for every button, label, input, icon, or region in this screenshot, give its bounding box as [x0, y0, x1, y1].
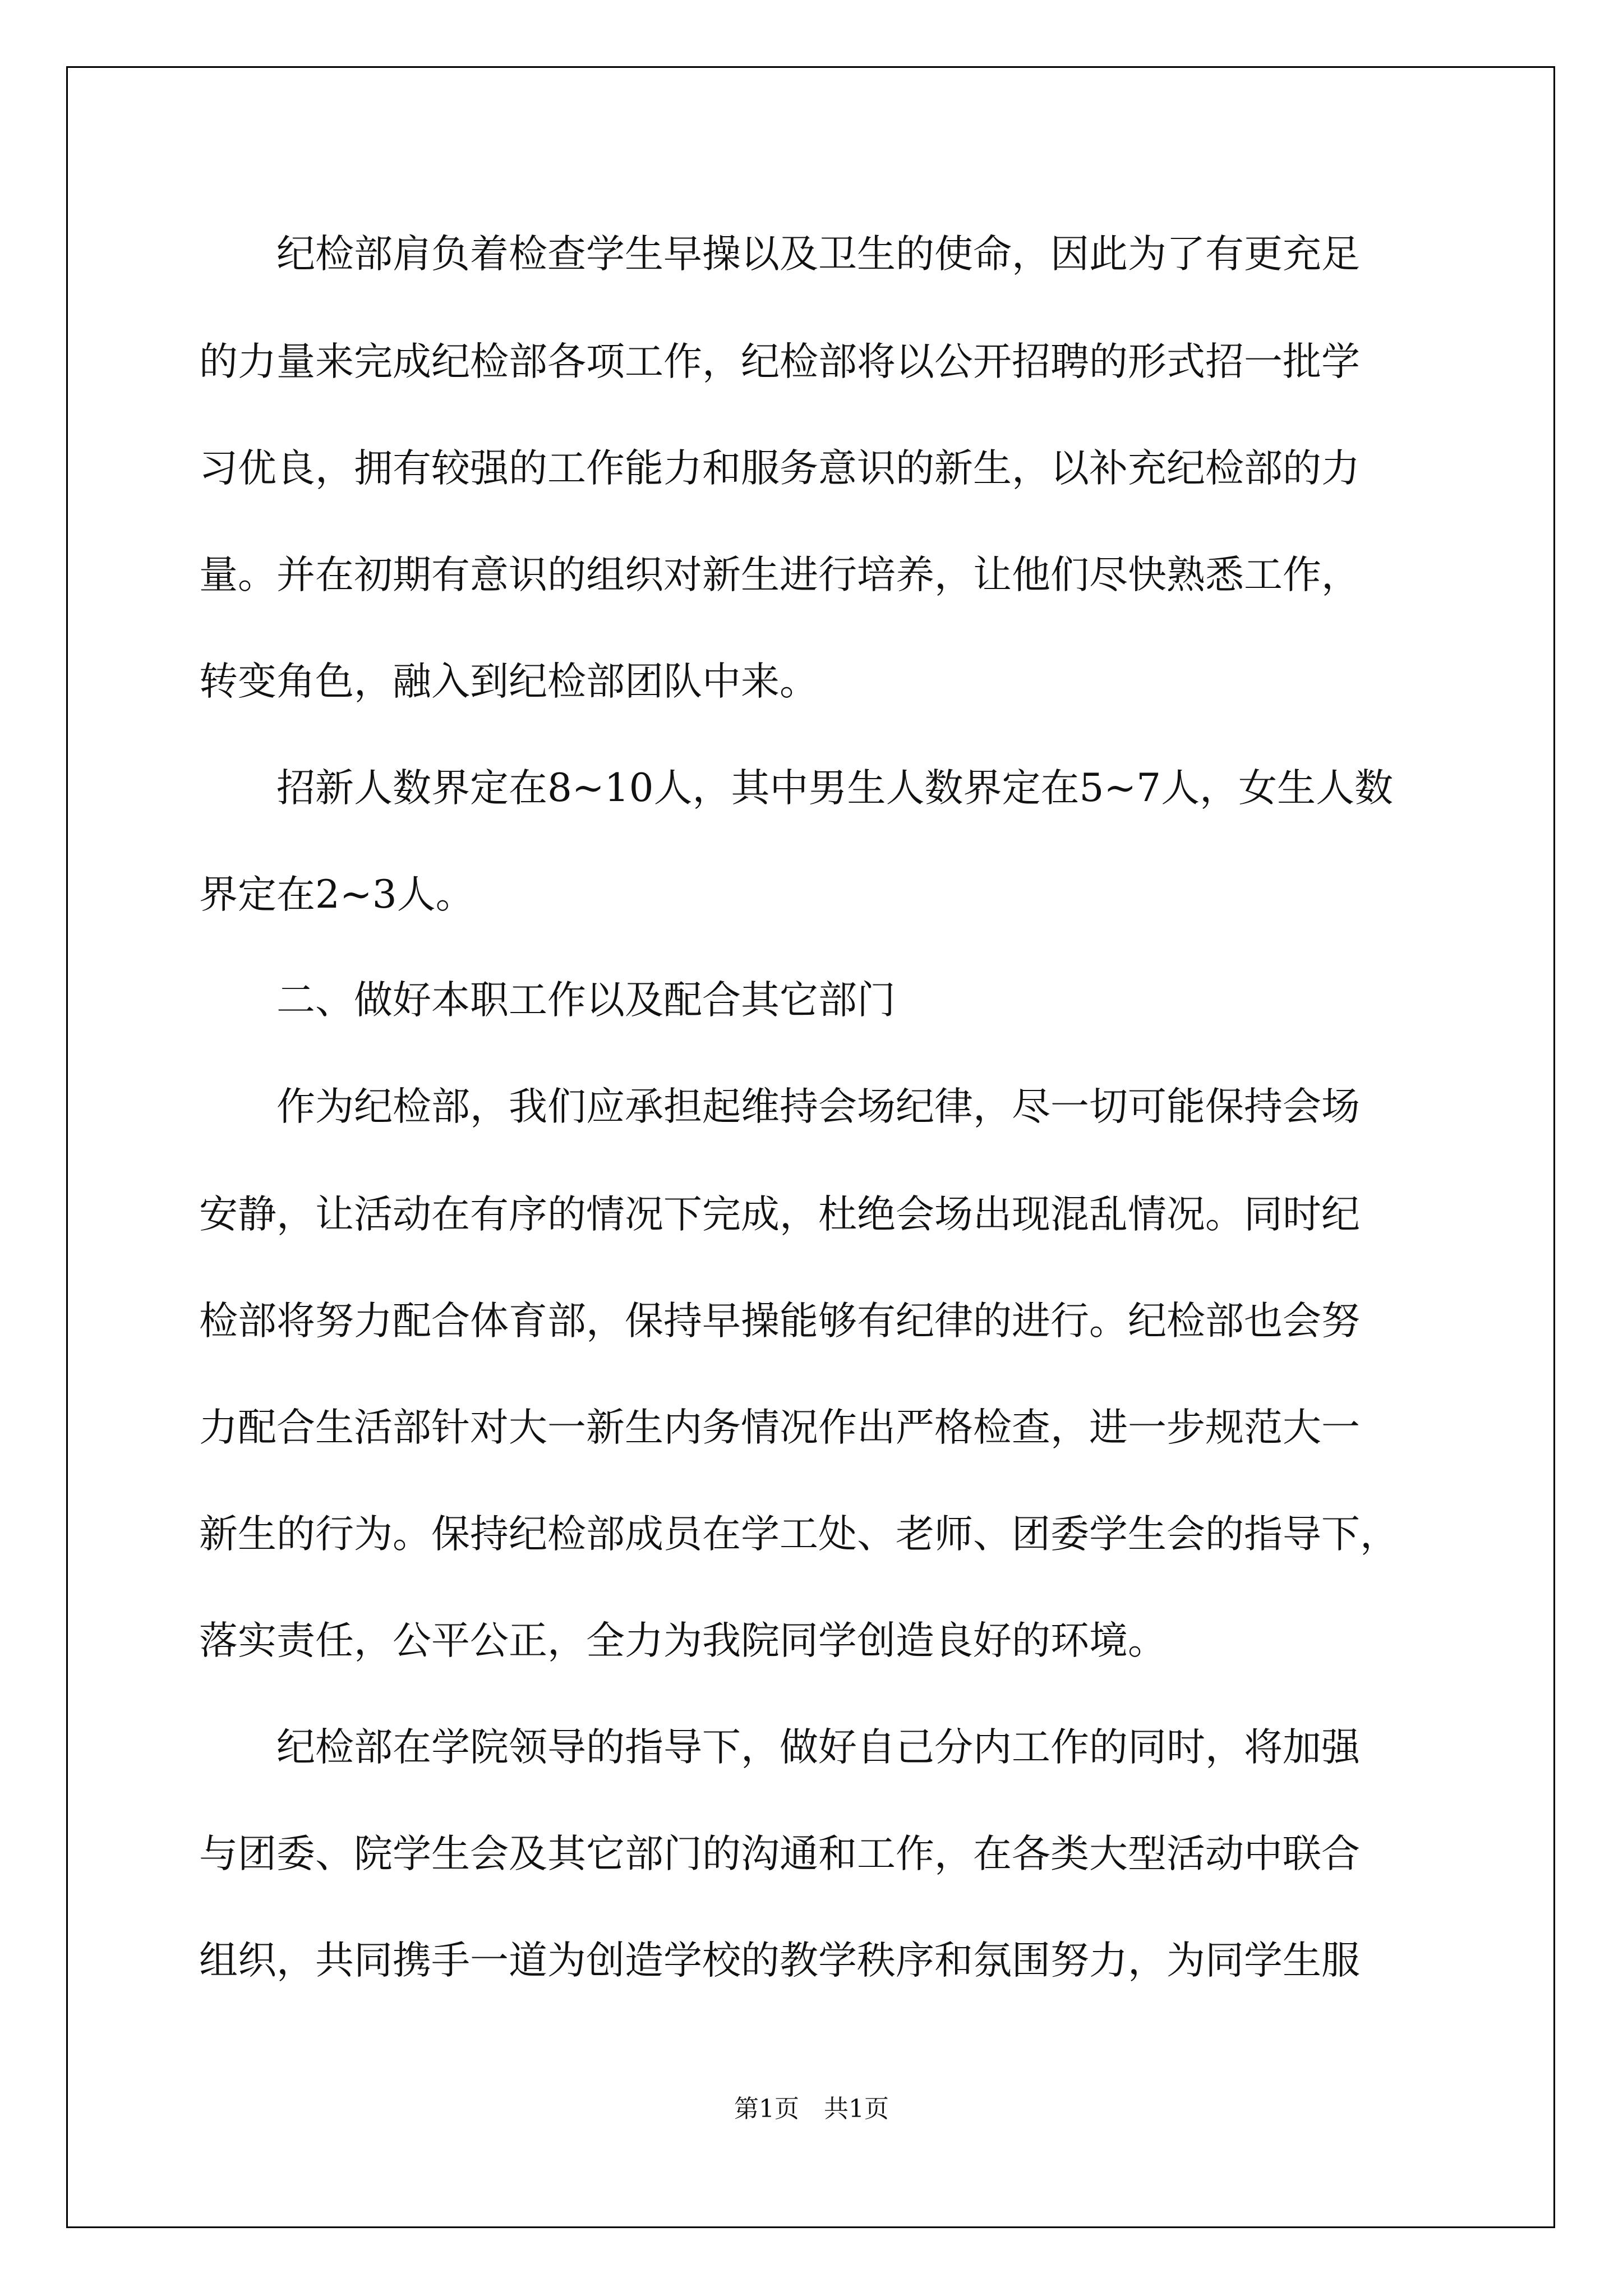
page-border [66, 66, 1555, 2228]
body-text-line: 与团委、院学生会及其它部门的沟通和工作，在各类大型活动中联合 [199, 1832, 1360, 1876]
body-text-line: 力配合生活部针对大一新生内务情况作出严格检查，进一步规范大一 [199, 1405, 1360, 1450]
body-text-line: 界定在2~3人。 [199, 872, 474, 917]
body-text-line: 新生的行为。保持纪检部成员在学工处、老师、团委学生会的指导下， [199, 1512, 1399, 1557]
page-count: 共1页 [824, 2095, 889, 2123]
body-text-line: 的力量来完成纪检部各项工作，纪检部将以公开招聘的形式招一批学 [199, 339, 1360, 384]
section-heading: 二、做好本职工作以及配合其它部门 [199, 978, 896, 1023]
page-footer [0, 2093, 1623, 2125]
body-text-line: 落实责任，公平公正，全力为我院同学创造良好的环境。 [199, 1618, 1166, 1663]
body-text-line: 招新人数界定在8~10人，其中男生人数界定在5~7人，女生人数 [199, 766, 1394, 811]
page-number: 第1页 [734, 2095, 799, 2123]
body-text-line: 量。并在初期有意识的组织对新生进行培养，让他们尽快熟悉工作， [199, 553, 1360, 597]
body-text-line: 检部将努力配合体育部，保持早操能够有纪律的进行。纪检部也会努 [199, 1299, 1360, 1343]
body-text-line: 作为纪检部，我们应承担起维持会场纪律，尽一切可能保持会场 [199, 1084, 1360, 1129]
body-text-line: 纪检部肩负着检查学生早操以及卫生的使命，因此为了有更充足 [199, 232, 1360, 277]
body-text-line: 习优良，拥有较强的工作能力和服务意识的新生，以补充纪检部的力 [199, 446, 1360, 491]
body-text-line: 纪检部在学院领导的指导下，做好自己分内工作的同时，将加强 [199, 1725, 1360, 1770]
body-text-line: 组织，共同携手一道为创造学校的教学秩序和氛围努力，为同学生服 [199, 1938, 1360, 1983]
body-text-line: 转变角色，融入到纪检部团队中来。 [199, 659, 818, 704]
body-text-line: 安静，让活动在有序的情况下完成，杜绝会场出现混乱情况。同时纪 [199, 1192, 1360, 1237]
